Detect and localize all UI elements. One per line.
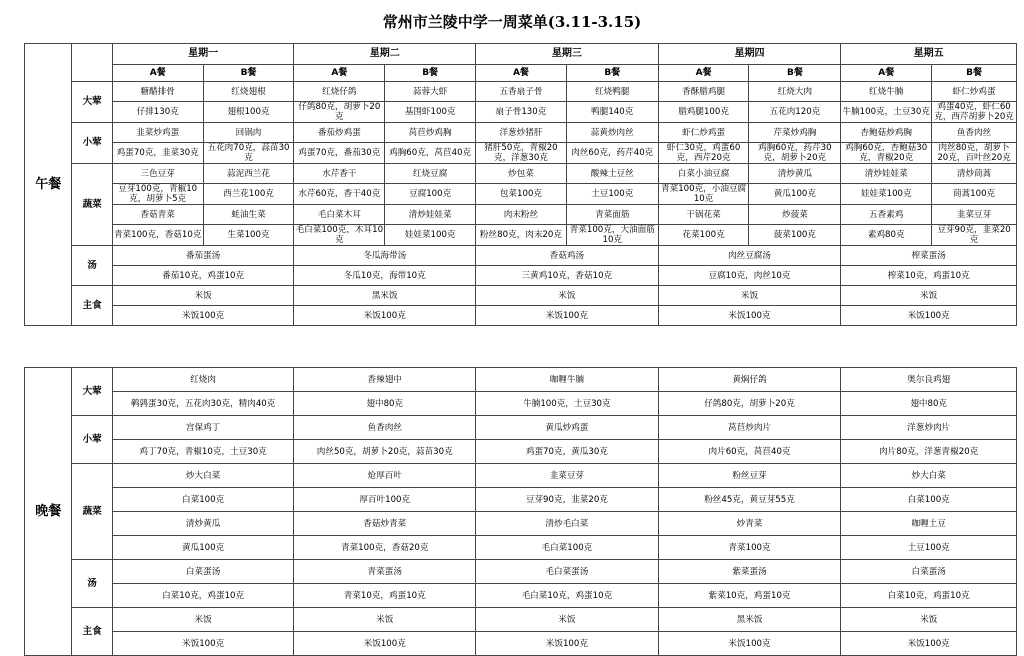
lunch-veg2-b-ingredients: 菠菜100克 <box>749 225 841 246</box>
dinner-veg1-ingredients: 豆芽90克，韭菜20克 <box>476 488 659 512</box>
dinner-veg1-dish: 炒大白菜 <box>841 464 1017 488</box>
dinner-veg1-ingredients: 白菜100克 <box>841 488 1017 512</box>
lunch-veg1-b-dish: 蒜泥西兰花 <box>203 164 294 184</box>
lunch-veg2-a-ingredients: 花菜100克 <box>658 225 749 246</box>
dinner-small-row <box>25 416 1017 440</box>
dinner-veg2-ingredients: 土豆100克 <box>841 536 1017 560</box>
lunch-veg2-row <box>25 205 1017 225</box>
lunch-veg2-a-ingredients: 素鸡80克 <box>841 225 932 246</box>
dinner-big-dish: 红烧肉 <box>112 368 294 392</box>
lunch-big-row <box>25 82 1017 102</box>
lunch-category-staple: 主食 <box>72 286 112 326</box>
lunch-veg2-a-dish: 毛白菜木耳 <box>294 205 385 225</box>
lunch-soup-ingredients: 榨菜10克，鸡蛋10克 <box>841 266 1017 286</box>
lunch-small-a-dish: 杏鲍菇炒鸡胸 <box>841 123 932 143</box>
lunch-small-b-ingredients: 肉丝80克，胡萝卜20克，百叶丝20克 <box>932 143 1017 164</box>
lunch-veg1-b-dish: 清炒黄瓜 <box>749 164 841 184</box>
lunch-big-b-ingredients: 基围虾100克 <box>385 102 476 123</box>
lunch-veg2-row <box>25 225 1017 246</box>
lunch-veg1-b-ingredients: 豆腐100克 <box>385 184 476 205</box>
dinner-small-ingredients: 鸡蛋70克，黄瓜30克 <box>476 440 659 464</box>
dinner-soup-ingredients: 白菜10克，鸡蛋10克 <box>112 584 294 608</box>
lunch-veg2-a-dish: 香菇青菜 <box>112 205 203 225</box>
dinner-veg2-ingredients: 青菜100克，香菇20克 <box>294 536 476 560</box>
dinner-soup-dish: 白菜蛋汤 <box>841 560 1017 584</box>
lunch-day-header-row <box>25 44 1017 65</box>
dinner-veg1-ingredients: 厚百叶100克 <box>294 488 476 512</box>
dinner-veg1-row <box>25 464 1017 488</box>
dinner-soup-dish: 白菜蛋汤 <box>112 560 294 584</box>
lunch-big-b-dish: 红烧大肉 <box>749 82 841 102</box>
lunch-veg2-b-dish: 清炒娃娃菜 <box>385 205 476 225</box>
dinner-veg2-row <box>25 512 1017 536</box>
lunch-small-b-ingredients: 肉丝60克，药芹40克 <box>566 143 658 164</box>
section-gap <box>24 351 1017 365</box>
dinner-small-dish: 鱼香肉丝 <box>294 416 476 440</box>
dinner-veg1-dish: 炝厚百叶 <box>294 464 476 488</box>
lunch-soup-dish: 番茄蛋汤 <box>112 246 294 266</box>
lunch-big-a-ingredients: 牛腩100克，土豆30克 <box>841 102 932 123</box>
dinner-small-ingredients: 肉片80克，洋葱青椒20克 <box>841 440 1017 464</box>
lunch-soup-ingredients: 豆腐10克，肉丝10克 <box>658 266 841 286</box>
dinner-small-dish: 莴苣炒肉片 <box>658 416 841 440</box>
lunch-big-b-dish: 虾仁炒鸡蛋 <box>932 82 1017 102</box>
dinner-category-soup: 汤 <box>72 560 112 608</box>
lunch-big-b-ingredients: 翅根100克 <box>203 102 294 123</box>
set-a-label: A餐 <box>658 65 749 82</box>
lunch-veg1-a-dish: 水芹香干 <box>294 164 385 184</box>
lunch-set-header-row <box>25 65 1017 82</box>
lunch-veg1-a-ingredients: 豆芽100克，青椒10克，胡萝卜5克 <box>112 184 203 205</box>
dinner-small-dish: 黄瓜炒鸡蛋 <box>476 416 659 440</box>
lunch-soup-dish: 榨菜蛋汤 <box>841 246 1017 266</box>
day-header-3: 星期三 <box>476 44 659 65</box>
lunch-veg1-b-ingredients: 茼蒿100克 <box>932 184 1017 205</box>
lunch-big-a-dish: 糖醋排骨 <box>112 82 203 102</box>
lunch-veg1-b-dish: 清炒茼蒿 <box>932 164 1017 184</box>
dinner-small-ingredients: 肉丝50克，胡萝卜20克，蒜苗30克 <box>294 440 476 464</box>
lunch-small-b-dish: 鱼香肉丝 <box>932 123 1017 143</box>
dinner-veg1-dish: 韭菜豆芽 <box>476 464 659 488</box>
dinner-staple-ingredients: 米饭100克 <box>294 632 476 656</box>
dinner-label: 晚餐 <box>25 368 72 656</box>
lunch-small-b-ingredients: 五花肉70克，蒜苗30克 <box>203 143 294 164</box>
dinner-soup-row <box>25 584 1017 608</box>
lunch-category-veg: 蔬菜 <box>72 164 112 246</box>
lunch-veg1-b-ingredients: 土豆100克 <box>566 184 658 205</box>
lunch-small-a-ingredients: 虾仁30克，鸡蛋60克，西芹20克 <box>658 143 749 164</box>
lunch-big-b-dish: 蒜蓉大虾 <box>385 82 476 102</box>
lunch-big-a-ingredients: 扇子骨130克 <box>476 102 567 123</box>
lunch-small-a-dish: 虾仁炒鸡蛋 <box>658 123 749 143</box>
lunch-soup-ingredients: 冬瓜10克，海带10克 <box>294 266 476 286</box>
lunch-big-row <box>25 102 1017 123</box>
lunch-small-b-dish: 蒜黄炒肉丝 <box>566 123 658 143</box>
dinner-big-ingredients: 鹌鹑蛋30克，五花肉30克，精肉40克 <box>112 392 294 416</box>
lunch-small-b-dish: 莴苣炒鸡胸 <box>385 123 476 143</box>
dinner-veg1-dish: 粉丝豆芽 <box>658 464 841 488</box>
lunch-small-a-dish: 番茄炒鸡蛋 <box>294 123 385 143</box>
lunch-soup-dish: 冬瓜海带汤 <box>294 246 476 266</box>
lunch-staple-dish: 黑米饭 <box>294 286 476 306</box>
lunch-small-b-dish: 回锅肉 <box>203 123 294 143</box>
lunch-small-a-ingredients: 猪肝50克，青椒20克，洋葱30克 <box>476 143 567 164</box>
set-b-label: B餐 <box>566 65 658 82</box>
lunch-veg2-b-ingredients: 豆芽90克，韭菜20克 <box>932 225 1017 246</box>
set-a-label: A餐 <box>294 65 385 82</box>
dinner-category-staple: 主食 <box>72 608 112 656</box>
lunch-soup-dish: 香菇鸡汤 <box>476 246 659 266</box>
lunch-big-a-ingredients: 腊鸡腿100克 <box>658 102 749 123</box>
dinner-staple-dish: 黑米饭 <box>658 608 841 632</box>
lunch-veg1-b-dish: 红烧豆腐 <box>385 164 476 184</box>
lunch-small-a-ingredients: 鸡蛋70克，番茄30克 <box>294 143 385 164</box>
lunch-veg1-a-ingredients: 青菜100克，小油豆腐10克 <box>658 184 749 205</box>
dinner-veg2-dish: 清炒毛白菜 <box>476 512 659 536</box>
lunch-staple-ingredients: 米饭100克 <box>841 306 1017 326</box>
lunch-small-a-ingredients: 鸡蛋70克，韭菜30克 <box>112 143 203 164</box>
dinner-veg2-dish: 炒青菜 <box>658 512 841 536</box>
dinner-category-veg: 蔬菜 <box>72 464 112 560</box>
dinner-veg1-ingredients: 粉丝45克，黄豆芽55克 <box>658 488 841 512</box>
dinner-category-small: 小荤 <box>72 416 112 464</box>
lunch-veg1-b-dish: 酸辣土豆丝 <box>566 164 658 184</box>
lunch-big-a-dish: 五香扇子骨 <box>476 82 567 102</box>
dinner-menu-table <box>24 367 1017 656</box>
lunch-category-small: 小荤 <box>72 123 112 164</box>
dinner-veg2-ingredients: 青菜100克 <box>658 536 841 560</box>
lunch-big-b-ingredients: 鸡蛋40克，虾仁60克，西芹胡萝卜20克 <box>932 102 1017 123</box>
dinner-big-dish: 黄焖仔鸽 <box>658 368 841 392</box>
dinner-staple-row <box>25 632 1017 656</box>
lunch-veg1-b-ingredients: 西兰花100克 <box>203 184 294 205</box>
dinner-veg2-ingredients: 黄瓜100克 <box>112 536 294 560</box>
lunch-big-b-ingredients: 五花肉120克 <box>749 102 841 123</box>
lunch-veg1-a-ingredients: 包菜100克 <box>476 184 567 205</box>
lunch-staple-row <box>25 286 1017 306</box>
dinner-staple-ingredients: 米饭100克 <box>841 632 1017 656</box>
lunch-veg2-b-ingredients: 青菜100克，大油面筋10克 <box>566 225 658 246</box>
lunch-soup-ingredients: 三黄鸡10克，香菇10克 <box>476 266 659 286</box>
dinner-staple-ingredients: 米饭100克 <box>658 632 841 656</box>
dinner-veg1-dish: 炒大白菜 <box>112 464 294 488</box>
day-header-1: 星期一 <box>112 44 294 65</box>
lunch-veg1-a-ingredients: 娃娃菜100克 <box>841 184 932 205</box>
lunch-big-a-dish: 红烧牛腩 <box>841 82 932 102</box>
lunch-soup-row <box>25 246 1017 266</box>
dinner-veg1-row <box>25 488 1017 512</box>
dinner-big-ingredients: 翅中80克 <box>294 392 476 416</box>
lunch-veg2-b-dish: 炒菠菜 <box>749 205 841 225</box>
lunch-big-a-dish: 香酥腊鸡腿 <box>658 82 749 102</box>
lunch-big-b-dish: 红烧翅根 <box>203 82 294 102</box>
dinner-small-dish: 宫保鸡丁 <box>112 416 294 440</box>
lunch-small-a-dish: 洋葱炒猪肝 <box>476 123 567 143</box>
dinner-staple-ingredients: 米饭100克 <box>476 632 659 656</box>
dinner-big-ingredients: 牛腩100克，土豆30克 <box>476 392 659 416</box>
lunch-big-a-dish: 红烧仔鸽 <box>294 82 385 102</box>
set-b-label: B餐 <box>932 65 1017 82</box>
lunch-veg1-b-ingredients: 黄瓜100克 <box>749 184 841 205</box>
lunch-staple-ingredients: 米饭100克 <box>294 306 476 326</box>
lunch-staple-dish: 米饭 <box>658 286 841 306</box>
lunch-big-a-ingredients: 仔排130克 <box>112 102 203 123</box>
lunch-small-row <box>25 123 1017 143</box>
lunch-veg2-a-ingredients: 毛白菜100克，木耳10克 <box>295 225 384 245</box>
dinner-big-ingredients: 翅中80克 <box>841 392 1017 416</box>
lunch-veg2-a-dish: 肉末粉丝 <box>476 205 567 225</box>
dinner-staple-dish: 米饭 <box>476 608 659 632</box>
dinner-big-ingredients: 仔鸽80克，胡萝卜20克 <box>658 392 841 416</box>
page-title: 常州市兰陵中学一周菜单(3.11-3.15) <box>382 13 642 31</box>
lunch-veg1-row <box>25 164 1017 184</box>
lunch-staple-ingredients: 米饭100克 <box>112 306 294 326</box>
lunch-soup-dish: 肉丝豆腐汤 <box>658 246 841 266</box>
dinner-soup-ingredients: 紫菜10克，鸡蛋10克 <box>658 584 841 608</box>
set-a-label: A餐 <box>476 65 567 82</box>
dinner-small-dish: 洋葱炒肉片 <box>841 416 1017 440</box>
dinner-veg2-dish: 咖喱土豆 <box>841 512 1017 536</box>
corner-cell <box>72 44 112 82</box>
lunch-small-a-ingredients: 鸡胸60克，杏鲍菇30克，青椒20克 <box>841 143 932 164</box>
dinner-soup-ingredients: 白菜10克，鸡蛋10克 <box>841 584 1017 608</box>
lunch-big-b-dish: 红烧鸭腿 <box>566 82 658 102</box>
lunch-veg1-row <box>25 184 1017 205</box>
dinner-soup-ingredients: 青菜10克，鸡蛋10克 <box>294 584 476 608</box>
dinner-small-row <box>25 440 1017 464</box>
lunch-veg2-a-dish: 干锅花菜 <box>658 205 749 225</box>
dinner-big-dish: 香辣翅中 <box>294 368 476 392</box>
lunch-veg2-b-dish: 蚝油生菜 <box>203 205 294 225</box>
lunch-veg2-b-ingredients: 生菜100克 <box>203 225 294 246</box>
dinner-big-dish: 奥尔良鸡翅 <box>841 368 1017 392</box>
lunch-staple-dish: 米饭 <box>841 286 1017 306</box>
set-b-label: B餐 <box>203 65 294 82</box>
lunch-veg1-a-dish: 清炒娃娃菜 <box>841 164 932 184</box>
dinner-soup-dish: 毛白菜蛋汤 <box>476 560 659 584</box>
lunch-small-a-dish: 韭菜炒鸡蛋 <box>112 123 203 143</box>
lunch-veg2-a-ingredients: 粉丝80克，肉末20克 <box>476 225 567 246</box>
lunch-category-soup: 汤 <box>72 246 112 286</box>
lunch-staple-ingredients: 米饭100克 <box>658 306 841 326</box>
dinner-category-big: 大荤 <box>72 368 112 416</box>
lunch-small-b-dish: 芹菜炒鸡胸 <box>749 123 841 143</box>
dinner-veg1-ingredients: 白菜100克 <box>112 488 294 512</box>
dinner-big-row <box>25 368 1017 392</box>
lunch-big-a-ingredients: 仔鸽80克，胡萝卜20克 <box>294 102 385 123</box>
lunch-veg1-a-dish: 白菜小油豆腐 <box>658 164 749 184</box>
set-b-label: B餐 <box>749 65 841 82</box>
dinner-staple-dish: 米饭 <box>294 608 476 632</box>
lunch-label: 午餐 <box>25 44 72 326</box>
lunch-small-b-ingredients: 鸡胸60克，莴苣40克 <box>385 143 476 164</box>
lunch-veg2-b-dish: 韭菜豆芽 <box>932 205 1017 225</box>
dinner-soup-dish: 青菜蛋汤 <box>294 560 476 584</box>
lunch-veg2-b-ingredients: 娃娃菜100克 <box>385 225 476 246</box>
lunch-veg1-a-dish: 三色豆芽 <box>112 164 203 184</box>
dinner-veg2-dish: 清炒黄瓜 <box>112 512 294 536</box>
dinner-staple-dish: 米饭 <box>112 608 294 632</box>
dinner-small-ingredients: 肉片60克，莴苣40克 <box>658 440 841 464</box>
day-header-2: 星期二 <box>294 44 476 65</box>
set-a-label: A餐 <box>841 65 932 82</box>
dinner-veg2-row <box>25 536 1017 560</box>
lunch-menu-table <box>24 43 1017 326</box>
set-b-label: B餐 <box>385 65 476 82</box>
lunch-staple-ingredients: 米饭100克 <box>476 306 659 326</box>
dinner-soup-ingredients: 毛白菜10克，鸡蛋10克 <box>476 584 659 608</box>
lunch-veg2-a-dish: 五香素鸡 <box>841 205 932 225</box>
lunch-small-b-ingredients: 鸡胸60克，药芹30克，胡萝卜20克 <box>749 143 841 164</box>
lunch-veg1-a-ingredients: 水芹60克，香干40克 <box>294 184 385 205</box>
lunch-veg1-a-dish: 炒包菜 <box>476 164 567 184</box>
day-header-5: 星期五 <box>841 44 1017 65</box>
lunch-veg2-a-ingredients: 青菜100克，香菇10克 <box>112 225 203 246</box>
dinner-big-row <box>25 392 1017 416</box>
lunch-staple-dish: 米饭 <box>476 286 659 306</box>
day-header-4: 星期四 <box>658 44 841 65</box>
dinner-small-ingredients: 鸡丁70克，青椒10克，土豆30克 <box>112 440 294 464</box>
lunch-soup-ingredients: 番茄10克，鸡蛋10克 <box>112 266 294 286</box>
lunch-staple-row <box>25 306 1017 326</box>
lunch-big-b-ingredients: 鸭腿140克 <box>566 102 658 123</box>
lunch-soup-row <box>25 266 1017 286</box>
lunch-small-row <box>25 143 1017 164</box>
dinner-soup-row <box>25 560 1017 584</box>
dinner-staple-ingredients: 米饭100克 <box>112 632 294 656</box>
set-a-label: A餐 <box>112 65 203 82</box>
lunch-category-big: 大荤 <box>72 82 112 123</box>
lunch-veg2-b-dish: 青菜面筋 <box>566 205 658 225</box>
dinner-veg2-dish: 香菇炒青菜 <box>294 512 476 536</box>
dinner-staple-row <box>25 608 1017 632</box>
dinner-staple-dish: 米饭 <box>841 608 1017 632</box>
dinner-veg2-ingredients: 毛白菜100克 <box>476 536 659 560</box>
lunch-staple-dish: 米饭 <box>112 286 294 306</box>
dinner-big-dish: 咖喱牛腩 <box>476 368 659 392</box>
dinner-soup-dish: 紫菜蛋汤 <box>658 560 841 584</box>
